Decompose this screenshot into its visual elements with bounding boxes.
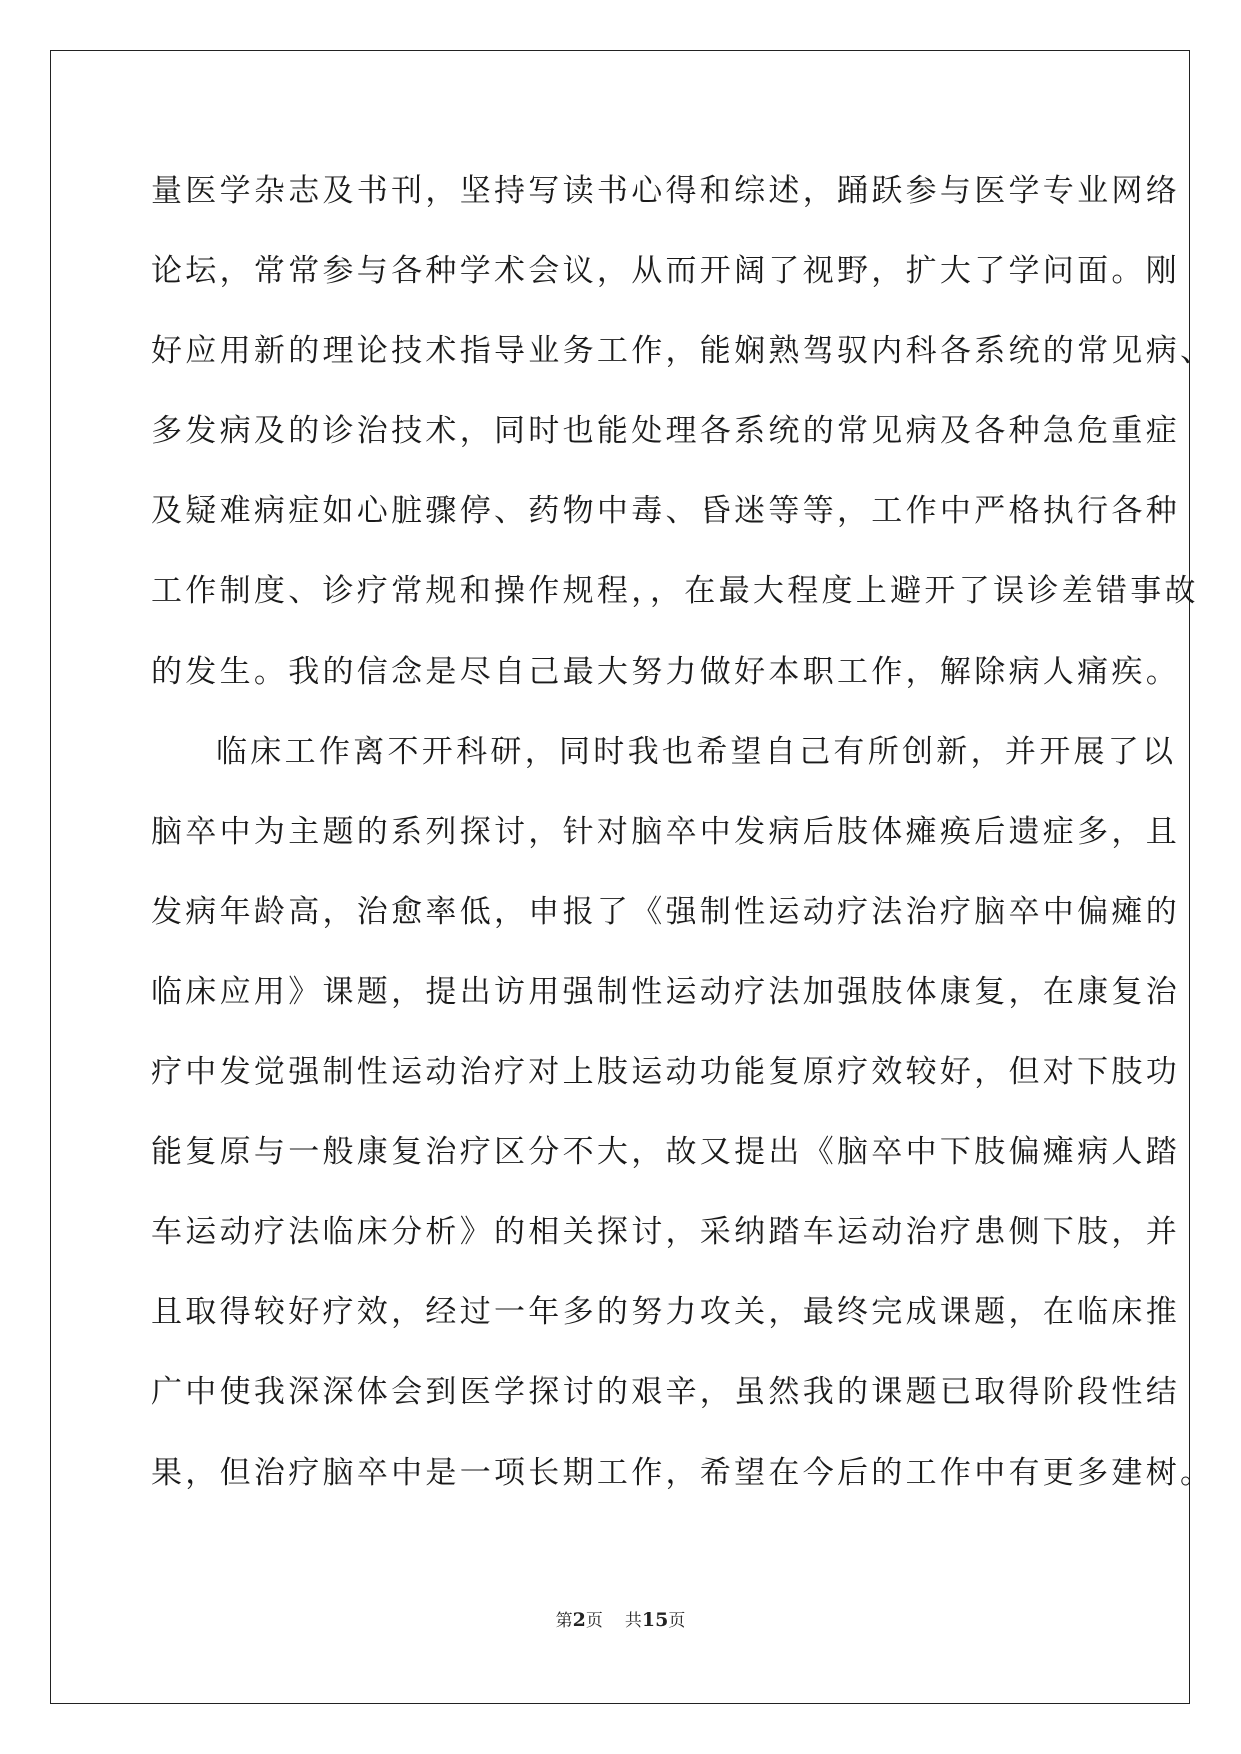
text-line: 发病年龄高，治愈率低，申报了《强制性运动疗法治疗脑卒中偏瘫的 bbox=[151, 893, 1180, 930]
text-line: 及疑难病症如心脏骤停、药物中毒、昏迷等等，工作中严格执行各种 bbox=[151, 493, 1180, 530]
text-line: 论坛，常常参与各种学术会议，从而开阔了视野，扩大了学问面。刚 bbox=[151, 253, 1180, 290]
text-line: 工作制度、诊疗常规和操作规程，，在最大程度上避开了误诊差错事故 bbox=[151, 573, 1199, 610]
page-unit: 页 bbox=[585, 1611, 603, 1631]
document-body bbox=[151, 162, 1215, 1524]
page-prefix: 第 bbox=[555, 1611, 573, 1631]
text-line: 广中使我深深体会到医学探讨的艰辛，虽然我的课题已取得阶段性结 bbox=[151, 1374, 1180, 1411]
text-line: 的发生。我的信念是尽自己最大努力做好本职工作，解除病人痛疾。 bbox=[151, 653, 1180, 690]
text-line: 多发病及的诊治技术，同时也能处理各系统的常见病及各种急危重症 bbox=[151, 413, 1180, 450]
total-unit: 页 bbox=[668, 1611, 686, 1631]
text-line: 车运动疗法临床分析》的相关探讨，采纳踏车运动治疗患侧下肢，并 bbox=[151, 1214, 1180, 1251]
text-line: 果，但治疗脑卒中是一项长期工作，希望在今后的工作中有更多建树。 bbox=[151, 1454, 1215, 1491]
page-total: 15 bbox=[641, 1609, 669, 1631]
text-line: 能复原与一般康复治疗区分不大，故又提出《脑卒中下肢偏瘫病人踏 bbox=[151, 1134, 1180, 1171]
page-number: 2 bbox=[572, 1609, 586, 1631]
text-line: 且取得较好疗效，经过一年多的努力攻关，最终完成课题，在临床推 bbox=[151, 1294, 1180, 1331]
text-line: 量医学杂志及书刊，坚持写读书心得和综述，踊跃参与医学专业网络 bbox=[151, 173, 1180, 209]
paragraph-first-line: 临床工作离不开科研，同时我也希望自己有所创新，并开展了以 bbox=[216, 733, 1177, 770]
page-footer bbox=[0, 1606, 1241, 1631]
total-prefix: 共 bbox=[624, 1611, 642, 1631]
text-line: 好应用新的理论技术指导业务工作，能娴熟驾驭内科各系统的常见病、 bbox=[151, 333, 1215, 370]
text-line: 临床应用》课题，提出访用强制性运动疗法加强肢体康复，在康复治 bbox=[151, 973, 1180, 1010]
text-line: 脑卒中为主题的系列探讨，针对脑卒中发病后肢体瘫痪后遗症多，且 bbox=[151, 813, 1180, 850]
text-line: 疗中发觉强制性运动治疗对上肢运动功能复原疗效较好，但对下肢功 bbox=[151, 1054, 1180, 1091]
